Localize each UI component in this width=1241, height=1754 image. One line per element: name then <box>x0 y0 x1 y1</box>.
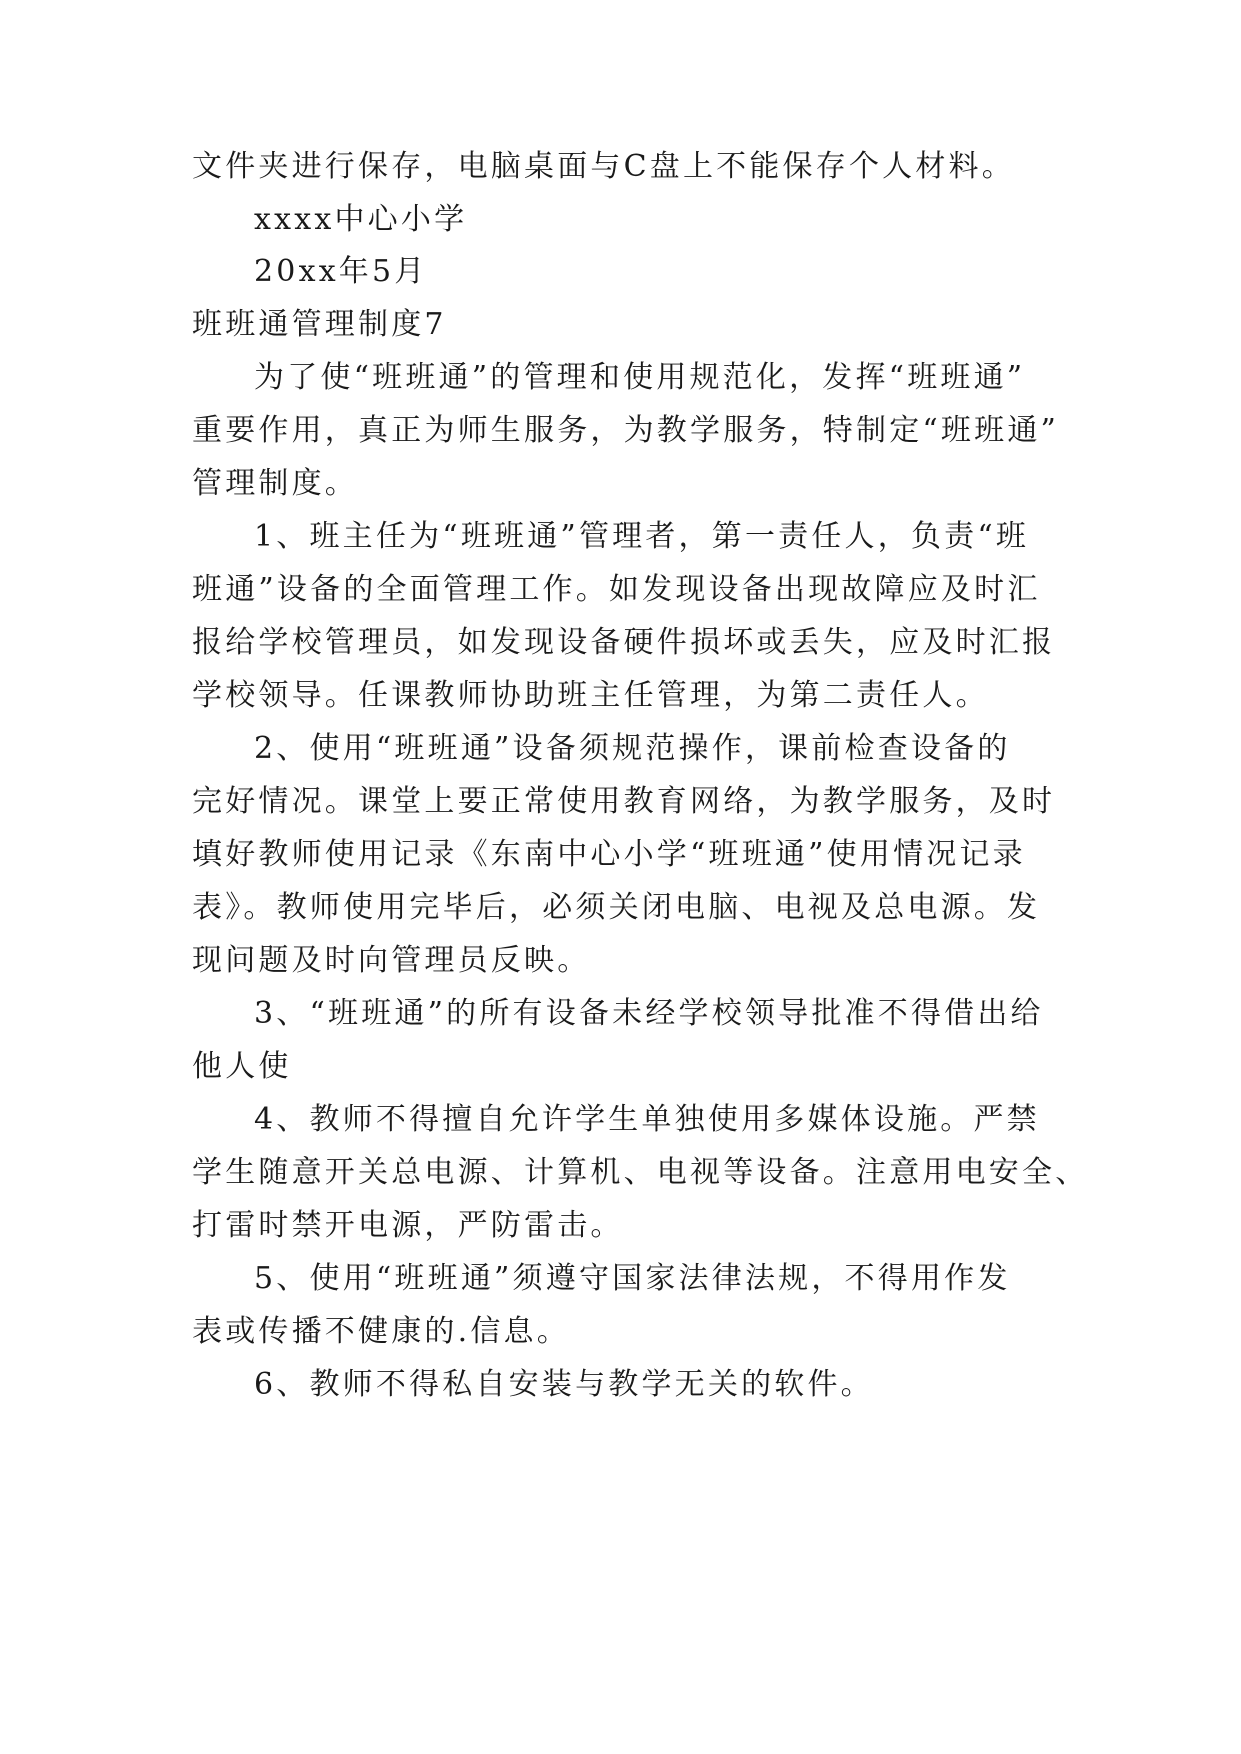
paragraph-line: 2、使用“班班通”设备须规范操作，课前检查设备的 <box>254 731 1011 766</box>
paragraph-line: 3、“班班通”的所有设备未经学校领导批准不得借出给 <box>254 996 1044 1031</box>
document-date: 20xx年5月 <box>254 254 428 289</box>
paragraph-line: 表或传播不健康的.信息。 <box>192 1314 570 1349</box>
section-title: 班班通管理制度7 <box>192 307 447 342</box>
paragraph-line: 学校领导。任课教师协助班主任管理，为第二责任人。 <box>192 678 989 713</box>
paragraph-line: 6、教师不得私自安装与教学无关的软件。 <box>254 1367 874 1402</box>
paragraph-line: 班通”设备的全面管理工作。如发现设备出现故障应及时汇 <box>192 572 1041 607</box>
paragraph-line: 报给学校管理员，如发现设备硬件损坏或丢失，应及时汇报 <box>192 625 1056 660</box>
paragraph-line: 重要作用，真正为师生服务，为教学服务，特制定“班班通” <box>192 413 1060 448</box>
school-name: xxxx中心小学 <box>254 202 468 237</box>
paragraph-line: 填好教师使用记录《东南中心小学“班班通”使用情况记录 <box>192 837 1026 872</box>
paragraph-line: 管理制度。 <box>192 466 358 501</box>
paragraph-line: 1、班主任为“班班通”管理者，第一责任人，负责“班 <box>254 519 1030 554</box>
paragraph-line: 完好情况。课堂上要正常使用教育网络，为教学服务，及时 <box>192 784 1056 819</box>
paragraph-line: 他人使 <box>192 1049 292 1084</box>
paragraph-line: 表》。教师使用完毕后，必须关闭电脑、电视及总电源。发 <box>192 890 1041 925</box>
paragraph-line: 5、使用“班班通”须遵守国家法律法规，不得用作发 <box>254 1261 1011 1296</box>
paragraph-line: 为了使“班班通”的管理和使用规范化，发挥“班班通” <box>254 360 1026 395</box>
paragraph-line: 现问题及时向管理员反映。 <box>192 943 591 978</box>
paragraph-line: 文件夹进行保存，电脑桌面与C盘上不能保存个人材料。 <box>192 149 1015 184</box>
paragraph-line: 4、教师不得擅自允许学生单独使用多媒体设施。严禁 <box>254 1102 1040 1137</box>
paragraph-line: 学生随意开关总电源、计算机、电视等设备。注意用电安全、 <box>192 1155 1089 1190</box>
paragraph-line: 打雷时禁开电源，严防雷击。 <box>192 1208 624 1243</box>
